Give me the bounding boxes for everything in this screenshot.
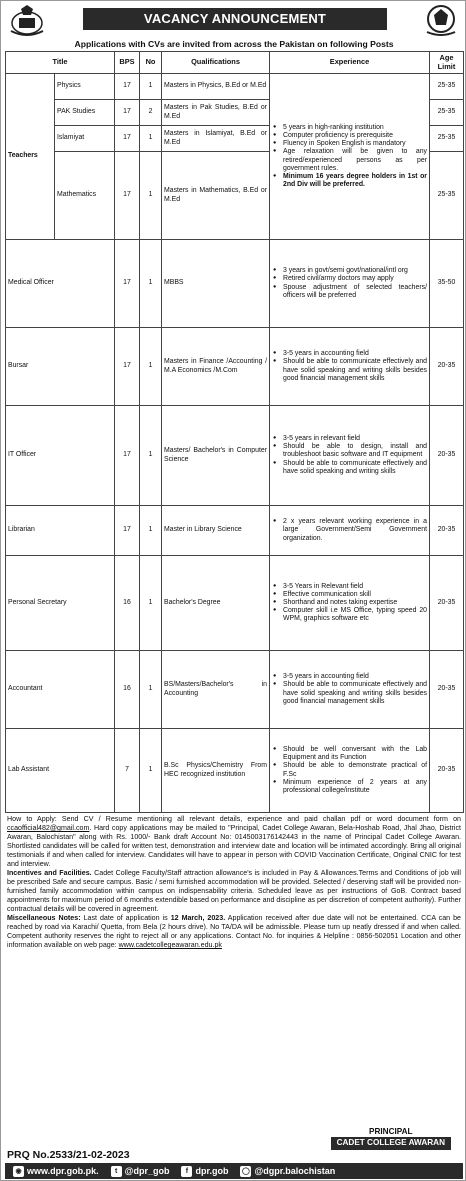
list-item: ● Minimum experience of 2 years at any professional college/institute (272, 779, 427, 795)
website-text: www.dpr.gob.pk. (27, 1166, 99, 1176)
application-email-link[interactable]: ccaofficial482@gmail.com (7, 824, 90, 832)
age-cell: 25-35 (430, 152, 464, 240)
no-cell: 1 (140, 729, 162, 813)
table-row (6, 556, 464, 651)
facebook-text: dpr.gob (195, 1166, 229, 1176)
post-title-cell: Bursar (6, 328, 115, 406)
qualification-cell: Masters in Finance /Accounting / M.A Economics /M.Com (162, 328, 270, 406)
list-item: ● Fluency in Spoken English is mandatory (272, 140, 427, 148)
list-item: ● Should be able to communicate effectively and have solid speaking and writing skills besides good financial management skills (272, 358, 427, 382)
qualification-cell: B.Sc Physics/Chemistry From HEC recognized institution (162, 729, 270, 813)
notes-section (7, 815, 461, 950)
col-bps: BPS (115, 52, 140, 74)
bps-cell: 17 (115, 406, 140, 506)
table-row (6, 506, 464, 556)
subject-cell: PAK Studies (55, 100, 115, 126)
list-item: ● Should be able to communicate effectively and have solid speaking and writing skills besides good financial management skills (272, 681, 427, 705)
table-row (6, 729, 464, 813)
list-item: ● Should be able to design, install and troubleshoot basic software and IT equipment (272, 443, 427, 459)
list-item: ● Should be able to communicate effectively and have solid speaking and writing skills (272, 460, 427, 476)
list-item: ● 3-5 years in accounting field (272, 350, 427, 358)
how-to-apply-paragraph (7, 815, 461, 869)
list-item: ● Spouse adjustment of selected teachers/ officers will be preferred (272, 284, 427, 300)
no-cell: 1 (140, 506, 162, 556)
incentives-label: Incentives and Facilities. (7, 869, 92, 877)
twitter-text: @dpr_gob (124, 1166, 170, 1176)
misc-notes-text: Last date of application is (83, 914, 168, 922)
table-row (6, 406, 464, 506)
list-item: ● Effective communication skill (272, 591, 427, 599)
subject-cell: Physics (55, 74, 115, 100)
qualification-cell: Masters in Pak Studies, B.Ed or M.Ed (162, 100, 270, 126)
col-age-limit: Age Limit (430, 52, 464, 74)
bps-cell: 17 (115, 74, 140, 100)
list-item: ● 3-5 Years in Relevant field (272, 583, 427, 591)
experience-cell (270, 651, 430, 729)
bps-cell: 17 (115, 100, 140, 126)
experience-cell (270, 328, 430, 406)
list-item: ● Age relaxation will be given to any retired/experienced persons as per government rules. (272, 148, 427, 172)
age-cell: 35-50 (430, 240, 464, 328)
globe-icon: ◉ (13, 1166, 24, 1177)
facebook-icon: f (181, 1166, 192, 1177)
signature-institution: CADET COLLEGE AWARAN (331, 1137, 451, 1149)
misc-notes-text-2: Application received after due date will not be entertained. CCA can be reached by road via Karachi/ Quetta, from Bela (2 hours drive). No TA/DA will be admissible. Please turn up neatly dressed if and when called. Competent authority reserves the right to reject all or any applications. Contact No. for inquiries & Helpline : 0856-502051 Location and other information available on web page: (7, 914, 461, 949)
post-title-cell: Personal Secretary (6, 556, 115, 651)
college-crest-logo (421, 3, 461, 37)
qualification-cell: Masters in Mathematics, B.Ed or M.Ed (162, 152, 270, 240)
no-cell: 1 (140, 556, 162, 651)
col-no: No (140, 52, 162, 74)
teachers-experience-cell (270, 74, 430, 240)
experience-cell (270, 556, 430, 651)
qualification-cell: Masters in Islamiyat, B.Ed or M.Ed (162, 126, 270, 152)
age-cell: 25-35 (430, 74, 464, 100)
age-cell: 25-35 (430, 126, 464, 152)
age-cell: 20-35 (430, 328, 464, 406)
no-cell: 1 (140, 74, 162, 100)
list-item: ● Retired civil/army doctors may apply (272, 275, 427, 283)
qualification-cell: BS/Masters/Bachelor's in Accounting (162, 651, 270, 729)
col-experience: Experience (270, 52, 430, 74)
bps-cell: 17 (115, 152, 140, 240)
qualification-cell: Masters/ Bachelor's in Computer Science (162, 406, 270, 506)
experience-cell (270, 240, 430, 328)
list-item: ● Shorthand and notes taking expertise (272, 599, 427, 607)
no-cell: 1 (140, 240, 162, 328)
list-item: ● 3 years in govt/semi govt/national/intl org (272, 267, 427, 275)
misc-notes-label: Miscellaneous Notes: (7, 914, 81, 922)
table-header-row (6, 52, 464, 74)
website-link[interactable]: www.cadetcollegeawaran.edu.pk (118, 941, 222, 949)
age-cell: 20-35 (430, 406, 464, 506)
instagram-text: @dgpr.balochistan (254, 1166, 336, 1176)
misc-notes-paragraph (7, 914, 461, 950)
age-cell: 25-35 (430, 100, 464, 126)
govt-emblem-logo (7, 3, 47, 37)
list-item: ● 2 x years relevant working experience in a large Government/Semi Government organization. (272, 518, 427, 542)
qualification-cell: MBBS (162, 240, 270, 328)
vacancy-title-banner: VACANCY ANNOUNCEMENT (83, 8, 387, 30)
no-cell: 2 (140, 100, 162, 126)
qualification-cell: Master in Library Science (162, 506, 270, 556)
footer (1, 1119, 466, 1181)
post-title-cell: IT Officer (6, 406, 115, 506)
list-item: ● 3-5 years in accounting field (272, 673, 427, 681)
subject-cell: Islamiyat (55, 126, 115, 152)
table-row (6, 74, 464, 100)
table-row (6, 651, 464, 729)
no-cell: 1 (140, 328, 162, 406)
list-item: ● 5 years in high-ranking institution (272, 124, 427, 132)
no-cell: 1 (140, 152, 162, 240)
list-item: ● Minimum 16 years degree holders in 1st or 2nd Div will be preferred. (272, 173, 427, 189)
last-date: 12 March, 2023. (170, 914, 226, 922)
post-title-cell: Medical Officer (6, 240, 115, 328)
age-cell: 20-35 (430, 506, 464, 556)
how-to-apply-text-2: . Hard copy applications may be mailed to "Principal, Cadet College Awaran, Bela-Hoshab Road, Jhal Jhao, District Awaran, Balochistan" along with Rs. 1000/- Bank draft Account No: 0145003176142443 in the name of Principal Cadet College Awaran. Shortlisted candidates will be called for written test, demonstration and interview date and location will be intimated accordingly. Bring all original testimonials if and when called for interview. Candidates will have to appear in person with COVID Vaccination Certificate, Original CNIC for test and interview. (7, 824, 461, 868)
no-cell: 1 (140, 126, 162, 152)
signature-title: PRINCIPAL (369, 1127, 413, 1136)
twitter-item[interactable] (111, 1163, 170, 1179)
post-title-cell: Librarian (6, 506, 115, 556)
subject-cell: Mathematics (55, 152, 115, 240)
table-row (6, 240, 464, 328)
instagram-icon: ◯ (242, 1168, 250, 1176)
twitter-icon: t (111, 1166, 122, 1177)
post-title-cell: Lab Assistant (6, 729, 115, 813)
intro-line: Applications with CVs are invited from across the Pakistan on following Posts (74, 39, 394, 49)
bps-cell: 17 (115, 328, 140, 406)
incentives-paragraph (7, 869, 461, 914)
how-to-apply-label: How to Apply: (7, 815, 57, 823)
col-qualifications: Qualifications (162, 52, 270, 74)
facebook-item[interactable] (181, 1163, 228, 1179)
post-title-cell: Accountant (6, 651, 115, 729)
experience-cell (270, 406, 430, 506)
incentives-text: Cadet College Faculty/Staff attraction allowance's is included in Pay & Allowances.Terms and Conditions of job will be prescribed Safe and secure campus. Basic / semi furnished accommodation will be provided. Selected / deserving staff will be provided non-furnished family accommodation within campus on indispensability criteria. Scheduled leave as per instructions of GoB. Contract based appointments for maximum period of 6 months extendible based on performance and discipline as per discretion of competent authority). Further contractual details will be covered in agreement. (7, 869, 461, 913)
list-item: ● Computer skill i.e MS Office, typing speed 20 WPM, graphics software etc (272, 607, 427, 623)
bps-cell: 7 (115, 729, 140, 813)
qualification-cell: Bachelor's Degree (162, 556, 270, 651)
bps-cell: 17 (115, 126, 140, 152)
vacancy-table (5, 51, 464, 813)
header (1, 1, 466, 41)
signature-block (331, 1127, 451, 1150)
list-item: ● Should be able to demonstrate practical of F.Sc (272, 762, 427, 778)
prq-number: PRQ No.2533/21-02-2023 (7, 1149, 130, 1161)
teachers-label: Teachers (6, 74, 55, 240)
bps-cell: 17 (115, 506, 140, 556)
col-title: Title (6, 52, 115, 74)
age-cell: 20-35 (430, 729, 464, 813)
bps-cell: 16 (115, 651, 140, 729)
list-item: ● 3-5 years in relevant field (272, 435, 427, 443)
no-cell: 1 (140, 651, 162, 729)
website-item[interactable] (13, 1163, 99, 1179)
age-cell: 20-35 (430, 651, 464, 729)
list-item: ● Computer proficiency is prerequisite (272, 132, 427, 140)
how-to-apply-text: Send CV / Resume mentioning all relevant details, experience and paid challan pdf or word document form on (61, 815, 461, 823)
experience-cell (270, 506, 430, 556)
age-cell: 20-35 (430, 556, 464, 651)
list-item: ● Should be well conversant with the Lab Equipment and its Function (272, 746, 427, 762)
table-row (6, 328, 464, 406)
bps-cell: 17 (115, 240, 140, 328)
bps-cell: 16 (115, 556, 140, 651)
social-bar (5, 1163, 463, 1179)
no-cell: 1 (140, 406, 162, 506)
experience-cell (270, 729, 430, 813)
instagram-item[interactable] (240, 1163, 335, 1179)
qualification-cell: Masters in Physics, B.Ed or M.Ed (162, 74, 270, 100)
